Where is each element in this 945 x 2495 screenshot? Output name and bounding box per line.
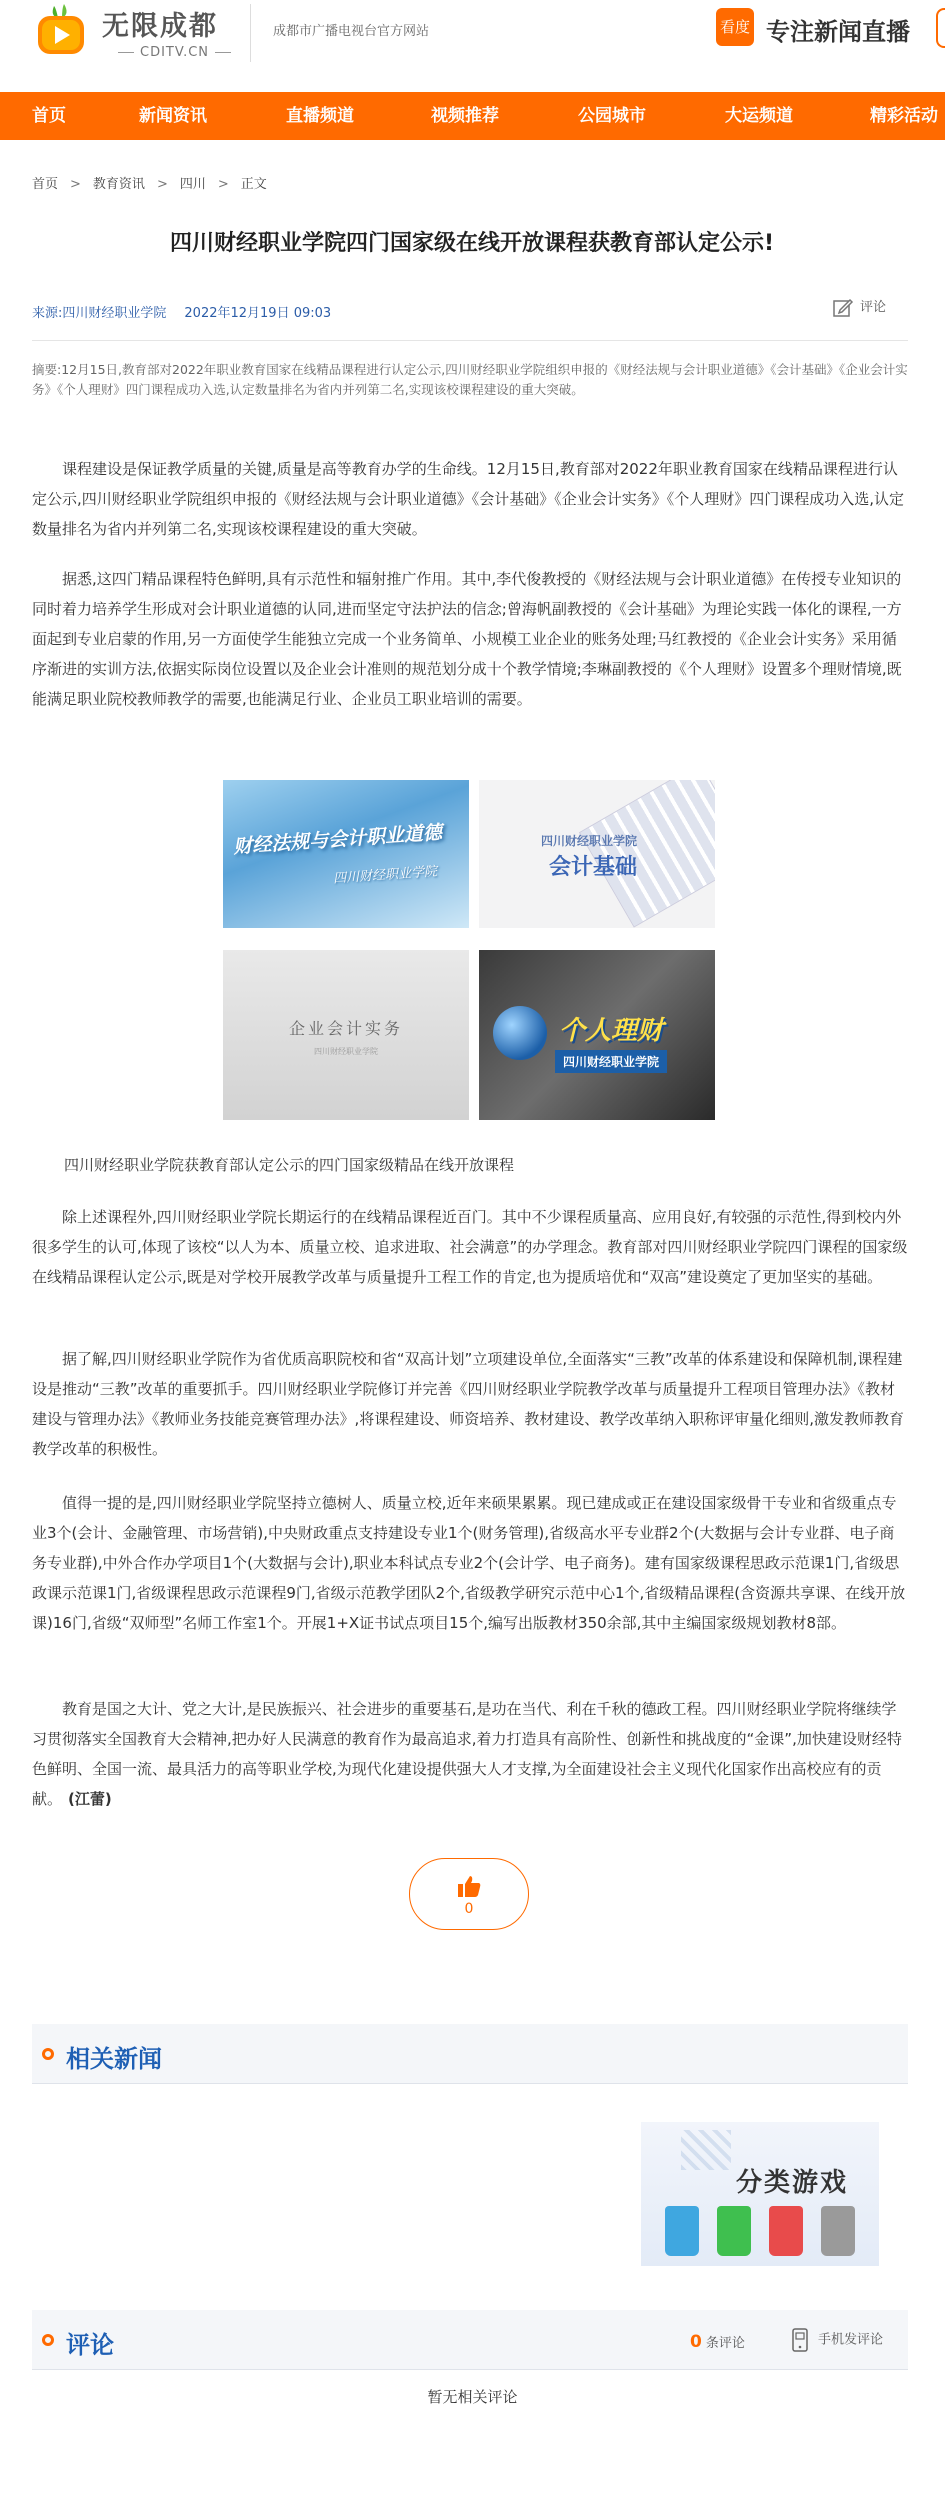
article-title: 四川财经职业学院四门国家级在线开放课程获教育部认定公示! <box>169 231 775 256</box>
course-image-subtitle: 四川财经职业学院 <box>332 864 438 887</box>
nav-item-park-city[interactable]: 公园城市 <box>578 106 646 126</box>
mobile-comment-button[interactable] <box>790 2328 883 2352</box>
main-nav <box>0 92 945 140</box>
globe-graphic <box>493 1006 547 1060</box>
section-dot-icon <box>42 2334 54 2346</box>
nav-item-news[interactable]: 新闻资讯 <box>139 106 207 126</box>
comment-link-label: 评论 <box>860 300 887 315</box>
paragraph-text: 教育是国之大计、党之大计,是民族振兴、社会进步的重要基石,是功在当代、利在千秋的德政工程。四川财经职业学院将继续学习贯彻落实全国教育大会精神,把办好人民满意的教育作为最高追求,着力打造具有高阶性、创新性和挑战度的“金课”,加快建设财经特色鲜明、全国一流、最具活力的高等职业学校,为现代化建设提供强大人才支撑,为全面建设社会主义现代化国家作出高校应有的贡献。 <box>32 1700 902 1808</box>
meta-divider <box>32 340 908 341</box>
section-dot-icon <box>42 2048 54 2060</box>
article-meta <box>32 302 331 321</box>
blue-bin-icon <box>665 2206 699 2256</box>
like-count: 0 <box>464 1901 474 1917</box>
breadcrumb-separator: > <box>217 177 229 192</box>
breadcrumb-separator: > <box>70 177 81 192</box>
comment-count <box>690 2332 745 2352</box>
brand-block[interactable] <box>102 4 242 60</box>
article-paragraph <box>32 1694 908 1814</box>
ad-title: 分类游戏 <box>736 2168 849 2198</box>
article-paragraph: 据了解,四川财经职业学院作为省优质高职院校和省“双高计划”立项建设单位,全面落实“三教”改革的体系建设和保障机制,课程建设是推动“三教”改革的重要抓手。四川财经职业学院修订并完善《四川财经职业学院教学改革与质量提升工程项目管理办法》《教材建设与管理办法》《教师业务技能竞赛管理办法》,将课程建设、师资培养、教材建设、教学改革纳入职称评审量化细则,激发教师教育教学改革的积极性。 <box>32 1350 905 1458</box>
course-image-title: 企业会计实务 <box>288 1019 403 1038</box>
mobile-comment-label: 手机发评论 <box>818 2332 884 2348</box>
course-image-subtitle: 四川财经职业学院 <box>555 1050 667 1073</box>
ad-decoration <box>681 2130 731 2170</box>
related-news-title: 相关新闻 <box>66 2045 162 2073</box>
no-comments-text: 暂无相关评论 <box>427 2388 518 2406</box>
red-bin-icon <box>769 2206 803 2256</box>
header-divider <box>250 4 251 62</box>
publish-date: 2022年12月19日 09:03 <box>184 306 332 321</box>
article-paragraph: 除上述课程外,四川财经职业学院长期运行的在线精品课程近百门。其中不少课程质量高、应用良好,有较强的示范性,得到校内外很多学生的认可,体现了该校“以人为本、质量立校、追求进取、社会满意”的办学理念。教育部对四川财经职业学院四门课程的国家级在线精品课程认定公示,既是对学校开展教学改革与质量提升工程工作的肯定,也为提质培优和“双高”建设奠定了更加坚实的基础。 <box>32 1208 908 1286</box>
nav-item-events[interactable]: 精彩活动 <box>870 106 938 126</box>
course-image-title: 财经法规与会计职业道德 <box>232 821 443 858</box>
cditv-logo-icon[interactable] <box>32 2 90 56</box>
comment-count-label: 条评论 <box>705 2336 745 2351</box>
course-image-title: 会计基础 <box>549 855 638 880</box>
course-image-title: 个人理财 <box>559 1016 664 1046</box>
comments-title: 评论 <box>66 2331 114 2359</box>
article-paragraph: 值得一提的是,四川财经职业学院坚持立德树人、质量立校,近年来硕果累累。现已建成或正在建设国家级骨干专业和省级重点专业3个(会计、金融管理、市场营销),中央财政重点支持建设专业1个(财务管理),省级高水平专业群2个(大数据与会计专业群、电子商务专业群),中外合作办学项目1个(大数据与会计),职业本科试点专业2个(会计学、电子商务)。建有国家级课程思政示范课1门,省级思政课示范课1门,省级课程思政示范课程9门,省级示范教学团队2个,省级教学研究示范中心1个,省级精品课程(含资源共享课、在线开放课)16门,省级“双师型”名师工作室1个。开展1+X证书试点项目15个,编写出版教材350余部,其中主编国家级规划教材8部。 <box>32 1494 906 1632</box>
comment-link[interactable] <box>832 296 886 319</box>
article-summary: 摘要:12月15日,教育部对2022年职业教育国家在线精品课程进行认定公示,四川财经职业学院组织申报的《财经法规与会计职业道德》《会计基础》《企业会计实务》《个人理财》四门课程成功入选,认定数量排名为省内并列第二名,实现该校课程建设的重大突破。 <box>32 362 908 397</box>
article-author: (江蕾) <box>68 1790 112 1808</box>
site-header <box>0 0 945 92</box>
kandu-app-icon[interactable]: 看度 <box>716 8 754 46</box>
sorting-game-ad[interactable] <box>641 2122 879 2266</box>
nav-item-home[interactable]: 首页 <box>32 106 66 126</box>
source-label: 来源: <box>32 306 63 321</box>
brand-domain: CDITV.CN <box>102 45 242 60</box>
course-image-finance-law <box>223 780 469 928</box>
site-subtitle: 成都市广播电视台官方网站 <box>273 24 430 39</box>
course-image-accounting-basics <box>479 780 715 928</box>
phone-icon <box>790 2328 810 2352</box>
course-image-personal-finance <box>479 950 715 1120</box>
breadcrumb-home[interactable]: 首页 <box>32 177 59 192</box>
nav-item-universiade[interactable]: 大运频道 <box>725 106 793 126</box>
header-edge-badge <box>936 8 945 48</box>
breadcrumb-education[interactable]: 教育资讯 <box>92 177 145 192</box>
breadcrumb-separator: > <box>156 177 168 192</box>
nav-item-video[interactable]: 视频推荐 <box>431 106 499 126</box>
course-image-subtitle: 四川财经职业学院 <box>541 834 638 848</box>
like-button[interactable] <box>409 1858 529 1930</box>
brand-name: 无限成都 <box>102 11 218 42</box>
header-slogan: 专注新闻直播 <box>766 18 910 46</box>
breadcrumb-current: 正文 <box>240 177 267 192</box>
comment-count-number: 0 <box>690 2332 702 2352</box>
comments-header <box>32 2310 908 2370</box>
green-bin-icon <box>717 2206 751 2256</box>
edit-icon <box>832 297 854 319</box>
course-image-subtitle: 四川财经职业学院 <box>314 1047 378 1056</box>
breadcrumb-sichuan[interactable]: 四川 <box>179 177 206 192</box>
thumbs-up-icon <box>456 1873 482 1899</box>
image-caption: 四川财经职业学院获教育部认定公示的四门国家级精品在线开放课程 <box>64 1156 515 1174</box>
breadcrumb <box>32 173 267 192</box>
related-news-header <box>32 2024 908 2084</box>
source-name[interactable]: 四川财经职业学院 <box>62 306 167 321</box>
article-paragraph: 据悉,这四门精品课程特色鲜明,具有示范性和辐射推广作用。其中,李代俊教授的《财经法规与会计职业道德》在传授专业知识的同时着力培养学生形成对会计职业道德的认同,进而坚定守法护法的信念;曾海帆副教授的《会计基础》为理论实践一体化的课程,一方面起到专业启蒙的作用,另一方面使学生能独立完成一个业务简单、小规模工业企业的账务处理;马红教授的《企业会计实务》采用循序渐进的实训方法,依据实际岗位设置以及企业会计准则的规范划分成十个教学情境;李琳副教授的《个人理财》设置多个理财情境,既能满足职业院校教师教学的需要,也能满足行业、企业员工职业培训的需要。 <box>32 570 902 708</box>
course-image-enterprise-accounting <box>223 950 469 1120</box>
nav-item-live[interactable]: 直播频道 <box>286 106 354 126</box>
article-paragraph: 课程建设是保证教学质量的关键,质量是高等教育办学的生命线。12月15日,教育部对2022年职业教育国家在线精品课程进行认定公示,四川财经职业学院组织申报的《财经法规与会计职业道德》《会计基础》《企业会计实务》《个人理财》四门课程成功入选,认定数量排名为省内并列第二名,实现该校课程建设的重大突破。 <box>32 460 905 538</box>
gray-bin-icon <box>821 2206 855 2256</box>
